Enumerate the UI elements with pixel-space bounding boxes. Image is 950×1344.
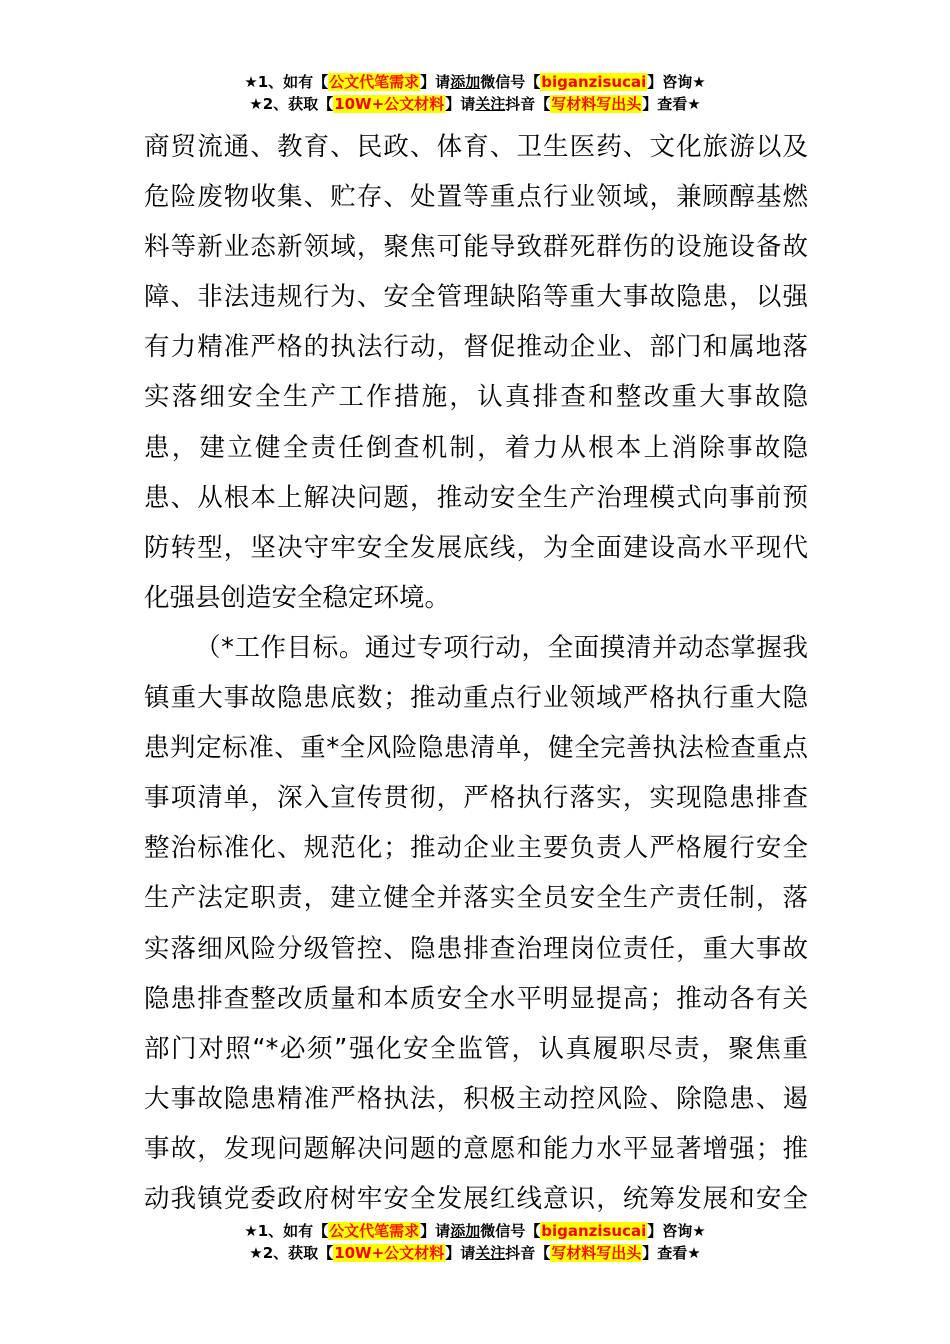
banner-emphasis: 添加 bbox=[450, 73, 481, 91]
text-line: 生产法定职责，建立健全并落实全员安全生产责任制，落 bbox=[144, 883, 808, 914]
banner-text: 】请 bbox=[445, 95, 476, 113]
text-line: 料等新业态新领域，聚焦可能导致群死群伤的设施设备故 bbox=[144, 232, 808, 263]
banner-highlight-douyin-id: 写材料写出头 bbox=[551, 95, 642, 113]
banner-highlight-douyin-id: 写材料写出头 bbox=[551, 1244, 642, 1262]
banner-text: 】请 bbox=[445, 1244, 476, 1262]
banner-text: 抖音【 bbox=[505, 95, 551, 113]
text-line: 实落细风险分级管控、隐患排查治理岗位责任，重大事故 bbox=[144, 933, 808, 964]
banner-highlight-materials: 10W+公文材料 bbox=[334, 95, 445, 113]
document-body bbox=[144, 122, 808, 1224]
bottom-banner bbox=[0, 1220, 950, 1264]
text-line: （*工作目标。通过专项行动，全面摸清并动态掌握我 bbox=[195, 632, 808, 663]
text-line: 事故，发现问题解决问题的意愿和能力水平显著增强；推 bbox=[144, 1133, 808, 1164]
bottom-banner-line-1 bbox=[0, 1220, 950, 1242]
text-line: 事项清单，深入宣传贯彻，严格执行落实，实现隐患排查 bbox=[144, 783, 808, 814]
text-line: 镇重大事故隐患底数；推动重点行业领域严格执行重大隐 bbox=[144, 683, 808, 714]
banner-highlight-materials: 10W+公文材料 bbox=[334, 1244, 445, 1262]
banner-text: 】查看★ bbox=[642, 95, 701, 113]
text-line: 有力精准严格的执法行动，督促推动企业、部门和属地落 bbox=[144, 332, 808, 363]
paragraph-2 bbox=[144, 623, 808, 1224]
banner-emphasis: 关注 bbox=[475, 1244, 506, 1262]
text-line: 患，建立健全责任倒查机制，着力从根本上消除事故隐 bbox=[144, 432, 808, 463]
banner-text: 】咨询★ bbox=[647, 73, 706, 91]
banner-text: 】请 bbox=[420, 73, 451, 91]
banner-text: 】请 bbox=[420, 1222, 451, 1240]
banner-highlight-wechat-id: biganzisucai bbox=[541, 1222, 647, 1240]
top-banner-line-1 bbox=[0, 71, 950, 93]
banner-highlight-service: 公文代笔需求 bbox=[329, 1222, 420, 1240]
bottom-banner-line-2 bbox=[0, 1242, 950, 1264]
text-line: 患判定标准、重*全风险隐患清单，健全完善执法检查重点 bbox=[144, 733, 808, 764]
top-banner-line-2 bbox=[0, 93, 950, 115]
text-line: 防转型，坚决守牢安全发展底线，为全面建设高水平现代 bbox=[144, 532, 808, 563]
paragraph-1 bbox=[144, 122, 808, 623]
banner-text: 微信号【 bbox=[480, 1222, 541, 1240]
text-line: 整治标准化、规范化；推动企业主要负责人严格履行安全 bbox=[144, 833, 808, 864]
banner-highlight-wechat-id: biganzisucai bbox=[541, 73, 647, 91]
banner-text: 】查看★ bbox=[642, 1244, 701, 1262]
banner-emphasis: 添加 bbox=[450, 1222, 481, 1240]
text-line: 患、从根本上解决问题，推动安全生产治理模式向事前预 bbox=[144, 482, 808, 513]
banner-text: 抖音【 bbox=[505, 1244, 551, 1262]
banner-text: 微信号【 bbox=[480, 73, 541, 91]
text-line: 商贸流通、教育、民政、体育、卫生医药、文化旅游以及 bbox=[144, 132, 808, 162]
text-line: 实落细安全生产工作措施，认真排查和整改重大事故隐 bbox=[144, 382, 808, 413]
banner-text: ★1、如有【 bbox=[244, 1222, 329, 1240]
text-line: 部门对照“*必须”强化安全监管，认真履职尽责，聚焦重 bbox=[144, 1033, 808, 1064]
banner-text: ★1、如有【 bbox=[244, 73, 329, 91]
text-line: 危险废物收集、贮存、处置等重点行业领域，兼顾醇基燃 bbox=[144, 182, 808, 213]
text-line: 大事故隐患精准严格执法，积极主动控风险、除隐患、遏 bbox=[144, 1083, 808, 1114]
banner-text: ★2、获取【 bbox=[249, 1244, 334, 1262]
banner-text: ★2、获取【 bbox=[249, 95, 334, 113]
text-line: 障、非法违规行为、安全管理缺陷等重大事故隐患，以强 bbox=[144, 282, 808, 313]
banner-highlight-service: 公文代笔需求 bbox=[329, 73, 420, 91]
banner-emphasis: 关注 bbox=[475, 95, 506, 113]
text-line: 化强县创造安全稳定环境。 bbox=[144, 582, 451, 613]
banner-text: 】咨询★ bbox=[647, 1222, 706, 1240]
text-line: 隐患排查整改质量和本质安全水平明显提高；推动各有关 bbox=[144, 983, 808, 1014]
text-line: 动我镇党委政府树牢安全发展红线意识，统筹发展和安全 bbox=[144, 1183, 808, 1214]
top-banner bbox=[0, 71, 950, 115]
